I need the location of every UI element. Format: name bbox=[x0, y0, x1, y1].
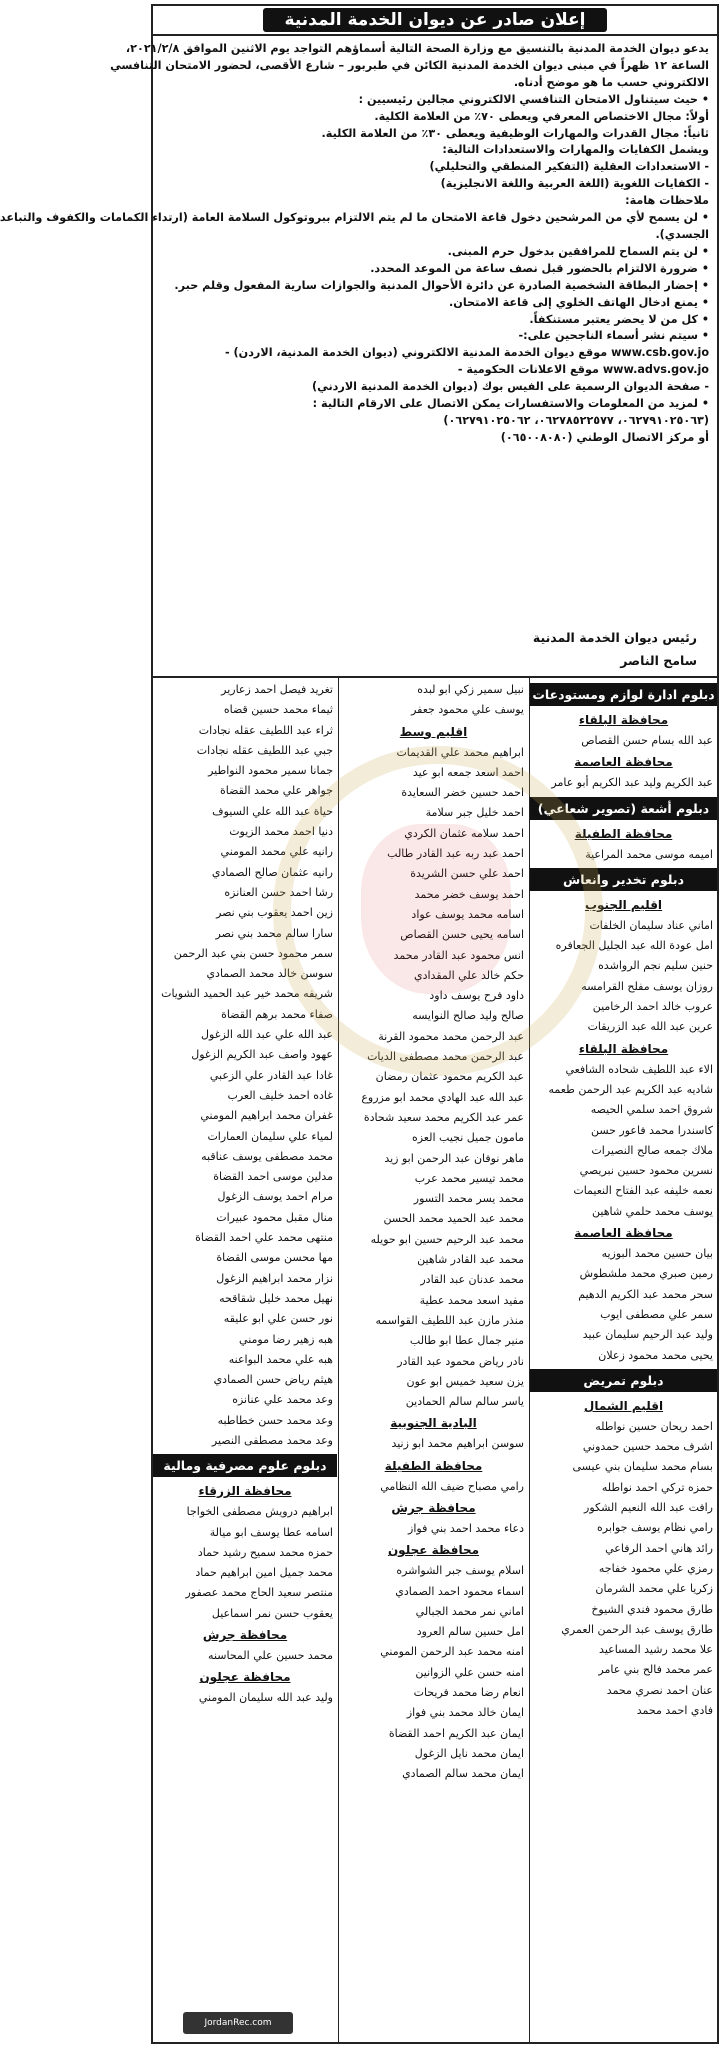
announcement-line: الجسدي). bbox=[655, 227, 709, 241]
candidate-name: اسامه عطا يوسف ابو ميالة bbox=[209, 1525, 333, 1539]
candidate-name: ايمان خالد محمد بني فواز bbox=[406, 1706, 524, 1720]
candidate-name: رافت عبد الله النعيم الشكور bbox=[584, 1501, 713, 1515]
candidate-name: جواهر علي محمد القضاة bbox=[219, 784, 333, 798]
candidate-name: ماهر نوفان عبد الرحمن ابو زيد bbox=[384, 1151, 524, 1165]
candidates-table bbox=[153, 678, 717, 2042]
candidate-name: رامي نظام يوسف جوابره bbox=[597, 1521, 713, 1535]
candidate-name: جمانا سمير محمود النواطير bbox=[208, 764, 333, 778]
candidate-name: حنين سليم نجم الرواشده bbox=[598, 959, 713, 973]
candidate-name: احمد خليل جبر سلامة bbox=[425, 806, 524, 820]
region-heading: محافظة العاصمة bbox=[574, 755, 673, 770]
candidate-name: عبد الكريم وليد عبد الكريم أبو عامر bbox=[551, 776, 713, 790]
candidate-name: فادي احمد محمد bbox=[636, 1703, 713, 1717]
candidate-name: شروق احمد سلمي الحيصه bbox=[590, 1103, 713, 1117]
candidate-name: احمد ريحان حسين نواطله bbox=[595, 1419, 713, 1433]
candidate-name: حكم خالد علي المقدادي bbox=[413, 968, 524, 982]
candidate-name: وعد محمد مصطفى النصير bbox=[211, 1433, 333, 1447]
candidate-name: احمد علي حسن الشريدة bbox=[410, 867, 524, 881]
region-heading: محافظة جرش bbox=[202, 1628, 288, 1643]
candidate-name: منتصر سعيد الحاج محمد عصفور bbox=[185, 1586, 333, 1600]
announcement-line: أو مركز الاتصال الوطني (٠٦٥٠٠٨٠٨٠) bbox=[500, 430, 709, 444]
candidate-name: ثراء عبد اللطيف عقله نجادات bbox=[198, 723, 333, 737]
candidate-name: ايمان عبد الكريم احمد القضاة bbox=[388, 1726, 524, 1740]
candidate-name: ثيماء محمد حسين قضاه bbox=[223, 703, 333, 717]
candidate-name: رامي مصباح ضيف الله النظامي bbox=[380, 1479, 524, 1493]
candidate-name: احمد حسين خضر السعايدة bbox=[401, 786, 524, 800]
candidate-name: دعاء محمد احمد بني فواز bbox=[408, 1521, 524, 1535]
candidate-name: محمد حسين علي المحاسنه bbox=[208, 1649, 333, 1663]
candidate-name: غادا عبد القادر علي الزعبي bbox=[209, 1068, 333, 1082]
candidate-name: تغريد فيصل احمد زعارير bbox=[221, 683, 333, 696]
candidate-name: بسام محمد سليمان بني عيسى bbox=[572, 1460, 713, 1474]
candidate-name: يعقوب حسن نمر اسماعيل bbox=[211, 1606, 333, 1620]
candidate-name: عهود واصف عبد الكريم الزغول bbox=[191, 1048, 333, 1062]
candidate-name: نعمه خليفه عبد الفتاح النعيمات bbox=[573, 1184, 713, 1198]
candidate-name: وعد محمد علي عنانزه bbox=[232, 1393, 333, 1407]
region-heading: محافظة جرش bbox=[391, 1500, 476, 1515]
candidate-name: امنه محمد عبد الرحمن المومني bbox=[380, 1645, 524, 1659]
announcement-line: الالكتروني حسب ما هو موضح أدناه. bbox=[513, 75, 709, 89]
candidate-name: رائد هاني احمد الرفاعي bbox=[605, 1541, 713, 1555]
announcement-line: • ضرورة الالتزام بالحضور قبل نصف ساعة من الموعد المحدد. bbox=[370, 261, 709, 275]
candidate-name: هبه زهير رضا مومني bbox=[239, 1332, 333, 1346]
candidate-name: منال مقبل محمود عبيرات bbox=[216, 1210, 333, 1224]
signature-name: سامح الناصر bbox=[620, 653, 697, 668]
candidate-name: لمياء علي سليمان العمارات bbox=[207, 1129, 333, 1143]
candidate-name: صفاء محمد برهم القضاة bbox=[221, 1007, 333, 1021]
candidate-name: عبد الكريم محمود عثمان رمضان bbox=[375, 1070, 524, 1084]
candidate-name: هبه علي محمد البواعنه bbox=[228, 1352, 333, 1366]
region-heading: محافظة الطفيلة bbox=[384, 1458, 483, 1473]
candidate-name: عبد الله بسام حسن القصاص bbox=[581, 734, 713, 747]
candidate-name: انس محمود عبد القادر محمد bbox=[393, 948, 524, 962]
candidate-name: ايمان محمد نايل الزغول bbox=[414, 1746, 524, 1760]
candidate-name: كاسندرا محمد فاعور حسن bbox=[590, 1123, 713, 1137]
region-heading: محافظة الطفيلة bbox=[574, 826, 673, 841]
candidate-name: صالح وليد صالح النوايسه bbox=[412, 1009, 524, 1023]
candidate-name: سمر علي مصطفى ايوب bbox=[600, 1307, 713, 1321]
region-heading: محافظة عجلون bbox=[199, 1670, 291, 1685]
candidate-name: يوسف علي محمود جعفر bbox=[411, 703, 524, 717]
candidate-name: حياة عبد الله علي السيوف bbox=[212, 804, 333, 818]
candidate-name: وليد عبد الرحيم سليمان عبيد bbox=[582, 1328, 713, 1342]
announcement-body bbox=[0, 36, 717, 622]
announcement-line: يدعو ديوان الخدمة المدنية بالتنسيق مع وزارة الصحة التالية أسماؤهم التواجد يوم الاثنين الموافق ٢٠٢١/٢/٨، bbox=[125, 42, 709, 55]
candidate-name: طارق محمود فندي الشيوخ bbox=[591, 1602, 713, 1616]
announcement-line: • سيتم نشر أسماء الناجحين على:- bbox=[518, 329, 709, 343]
candidate-name: منذر مازن عبد اللطيف القواسمه bbox=[375, 1313, 524, 1327]
announcement-line: (٠٦٢٧٩١٠٢٥٠٦٣، ٠٦٢٧٨٥٢٢٥٧٧، ٠٦٢٧٩١٠٢٥٠٦٢) bbox=[443, 413, 709, 427]
announcement-line: • لن يسمح لأي من المرشحين دخول قاعة الامتحان ما لم يتم الالتزام ببروتوكول السلامة العامة (ارتداء الكمامات والكفوف والتباعد bbox=[0, 211, 709, 225]
candidate-name: مها محسن موسى القضاة bbox=[216, 1251, 333, 1265]
candidate-name: رمزي علي محمود خفاجه bbox=[598, 1561, 713, 1575]
candidate-name: عمر محمد فالح بني عامر bbox=[598, 1663, 713, 1677]
announcement-page bbox=[0, 4, 719, 2044]
region-heading: محافظة عجلون bbox=[387, 1543, 480, 1558]
candidate-name: امل حسين سالم العرود bbox=[416, 1625, 524, 1639]
candidate-name: نسرين محمود حسين نبريصي bbox=[579, 1164, 713, 1178]
column-right bbox=[529, 678, 717, 2042]
candidate-name: احمد سلامه عثمان الكردي bbox=[404, 826, 524, 840]
candidate-name: دنيا احمد محمد الزيوت bbox=[229, 825, 333, 839]
candidate-name: طارق يوسف عبد الرحمن العمري bbox=[561, 1622, 713, 1636]
candidate-name: عبد الله علي عبد الله الزغول bbox=[201, 1028, 333, 1042]
announcement-line: - الكفايات اللغوية (اللغة العربية واللغة الانجليزية) bbox=[440, 177, 709, 191]
candidate-name: محمد عبد القادر شاهين bbox=[417, 1253, 524, 1267]
column-middle bbox=[338, 678, 528, 2042]
candidate-name: علا محمد رشيد المساعيد bbox=[599, 1643, 713, 1657]
candidate-name: محمد عبد الرحيم حسين ابو حويله bbox=[370, 1232, 524, 1246]
candidate-name: احمد اسعد جمعه ابو عيد bbox=[412, 765, 524, 779]
candidate-name: عبد الرحمن محمد مصطفى الديات bbox=[367, 1050, 524, 1064]
announcement-line: • كل من لا يحضر يعتبر مستنكفاً. bbox=[529, 312, 709, 326]
candidate-name: منير جمال عطا ابو طالب bbox=[409, 1334, 524, 1348]
candidate-name: نبيل سمير زكي ابو لبده bbox=[417, 683, 524, 696]
candidate-name: غاده احمد خليف العرب bbox=[227, 1088, 333, 1102]
region-heading: محافظة البلقاء bbox=[578, 713, 669, 727]
candidate-name: محمد جميل امين ابراهيم حماد bbox=[195, 1566, 333, 1580]
candidate-name: نزار محمد ابراهيم الزغول bbox=[216, 1271, 333, 1285]
candidate-name: يزن سعيد خميس ابو عون bbox=[406, 1374, 524, 1388]
candidate-name: جبي عبد اللطيف عقله نجادات bbox=[196, 743, 333, 757]
candidate-name: اسماء محمود احمد الصمادي bbox=[395, 1584, 524, 1598]
candidate-name: الاء عبد اللطيف شحاده الشافعي bbox=[565, 1062, 713, 1076]
candidate-name: روزان يوسف مفلح القرامسه bbox=[581, 979, 713, 993]
candidate-name: يوسف محمد حلمي شاهين bbox=[592, 1204, 713, 1218]
candidate-name: مدلين موسى احمد القضاة bbox=[213, 1170, 333, 1184]
candidate-name: بيان حسين محمد البوزيه bbox=[601, 1247, 713, 1261]
candidate-name: عرين عبد الله عبد الزريقات bbox=[587, 1020, 713, 1034]
candidate-name: رانيه عثمان صالح الصمادي bbox=[211, 865, 333, 879]
announcement-line: - موقع ديوان الخدمة المدنية الالكتروني (ديوان الخدمة المدنية، الاردن) www.csb.gov.jo bbox=[224, 346, 709, 360]
candidate-name: رمين صبري محمد ملشطوش bbox=[579, 1267, 713, 1281]
section-header: دبلوم ادارة لوازم ومستودعات bbox=[530, 683, 717, 706]
candidate-name: مرام احمد يوسف الزغول bbox=[217, 1190, 333, 1204]
announcement-line: ويشمل الكفايات والمهارات والاستعدادات التالية: bbox=[442, 143, 709, 157]
candidate-name: محمد مصطفى يوسف عناقبه bbox=[201, 1149, 333, 1163]
candidate-name: داود فرح يوسف داود bbox=[429, 989, 524, 1003]
announcement-line: • حيث سيتناول الامتحان التنافسي الالكتروني مجالين رئيسيين : bbox=[358, 92, 709, 106]
candidate-name: محمد تيسير محمد عرب bbox=[414, 1171, 524, 1185]
candidate-name: اسامه يحيى حسن القصاص bbox=[400, 928, 524, 942]
candidate-name: امنه حسن علي الزوانين bbox=[415, 1665, 524, 1679]
candidate-name: عروب خالد احمد الرخامين bbox=[592, 1000, 713, 1014]
announcement-line: • لن يتم السماح للمرافقين بدخول حرم المبنى. bbox=[447, 244, 709, 258]
candidate-name: منتهى محمد علي احمد القضاة bbox=[195, 1231, 333, 1245]
candidate-name: احمد يوسف خضر محمد bbox=[414, 887, 524, 901]
candidate-name: مامون جميل نجيب العزه bbox=[411, 1131, 524, 1145]
region-heading: اقليم الجنوب bbox=[584, 897, 663, 912]
candidate-name: سحر محمد عبد الكريم الدهيم bbox=[578, 1287, 713, 1301]
region-heading: اقليم الشمال bbox=[583, 1398, 664, 1413]
candidate-name: نادر رياض محمود عبد القادر bbox=[397, 1354, 524, 1368]
candidate-name: عبد الرحمن محمد محمود القرنة bbox=[378, 1029, 524, 1043]
region-heading: محافظة العاصمة bbox=[574, 1226, 673, 1241]
candidate-name: عنان احمد نصري محمد bbox=[606, 1683, 713, 1697]
signature-block bbox=[153, 622, 717, 678]
candidate-name: اماني نمر محمد الجبالي bbox=[415, 1604, 524, 1618]
candidate-name: شريفه محمد خير عبد الحميد الشويات bbox=[161, 987, 333, 1001]
region-heading: محافظة الزرقاء bbox=[198, 1484, 292, 1499]
announcement-line: أولاً: مجال الاختصاص المعرفي ويعطى ٧٠٪ من العلامة الكلية. bbox=[374, 109, 709, 123]
candidate-name: هيثم رياض حسن الصمادي bbox=[213, 1373, 333, 1387]
corner-stamp: JordanRec.com bbox=[183, 2012, 293, 2034]
candidate-name: يحيى محمد محمود زعلان bbox=[598, 1348, 713, 1362]
candidate-name: ابراهيم محمد علي القديمات bbox=[396, 745, 524, 759]
candidate-name: سمر محمود حسن بني عبد الرحمن bbox=[173, 946, 333, 960]
announcement-line: الساعة ١٢ ظهراً في مبنى ديوان الخدمة المدنية الكائن في طبربور – شارع الأقصى، لحضور الامتحان التنافسي bbox=[110, 58, 709, 72]
announcement-line: - موقع الاعلانات الحكومية www.advs.gov.jo bbox=[457, 363, 709, 377]
candidate-name: محمد عدنان عبد القادر bbox=[420, 1273, 524, 1287]
candidate-name: انعام رضا محمد فريحات bbox=[413, 1686, 524, 1700]
candidate-name: احمد عبد ربه عبد القادر طالب bbox=[387, 847, 524, 861]
section-header: دبلوم تمريض bbox=[530, 1369, 717, 1392]
candidate-name: وعد محمد حسن خطاطبه bbox=[217, 1413, 333, 1427]
announcement-line: ثانياً: مجال القدرات والمهارات الوظيفية ويعطى ٣٠٪ من العلامة الكلية. bbox=[321, 126, 709, 140]
section-header: دبلوم علوم مصرفية ومالية bbox=[153, 1454, 337, 1477]
candidate-name: رشا احمد حسن العنانزه bbox=[224, 885, 333, 899]
candidate-name: عبد الله عبد الهادي محمد ابو مزروع bbox=[361, 1090, 524, 1104]
announcement-line: - صفحة الديوان الرسمية على الفيس بوك (ديوان الخدمة المدنية الاردني) bbox=[312, 380, 709, 394]
candidate-name: محمد عبد الحميد محمد الحسن bbox=[383, 1212, 524, 1226]
candidate-name: ابراهيم درويش مصطفى الخواجا bbox=[186, 1505, 333, 1519]
region-heading: اقليم وسط bbox=[399, 724, 468, 739]
candidate-name: رانيه علي محمد المومني bbox=[220, 845, 333, 859]
candidate-name: اشرف محمد حسين حمدوني bbox=[582, 1440, 713, 1454]
signature-title: رئيس ديوان الخدمة المدنية bbox=[532, 630, 697, 645]
column-left bbox=[153, 678, 337, 2042]
candidate-name: حمزه محمد سميح رشيد حماد bbox=[197, 1545, 333, 1559]
announcement-line: • يمنع ادخال الهاتف الخلوي إلى قاعة الامتحان. bbox=[449, 295, 709, 309]
candidate-name: سوسن ابراهيم محمد ابو زنيد bbox=[391, 1437, 524, 1451]
candidate-name: عمر عبد الكريم محمد سعيد شحادة bbox=[363, 1110, 524, 1124]
candidate-name: سوسن خالد محمد الصمادي bbox=[206, 967, 333, 981]
candidate-name: مفيد اسعد محمد عطية bbox=[419, 1293, 524, 1307]
section-header: دبلوم تخدير وانعاش bbox=[530, 868, 717, 891]
section-header: دبلوم أشعة (تصوير شعاعي) bbox=[530, 797, 717, 820]
candidate-name: زين احمد يعقوب بني نصر bbox=[216, 906, 333, 920]
candidate-name: اسامه محمد يوسف عواد bbox=[411, 907, 524, 921]
candidate-name: ياسر سالم سالم الحمادين bbox=[405, 1395, 524, 1409]
announcement-title: إعلان صادر عن ديوان الخدمة المدنية bbox=[153, 6, 717, 36]
announcement-line: • لمزيد من المعلومات والاستفسارات يمكن الاتصال على الارقام التالية : bbox=[312, 397, 709, 411]
candidate-name: اماني عناد سليمان الخلفات bbox=[589, 918, 713, 932]
region-heading: محافظة البلقاء bbox=[578, 1041, 669, 1056]
candidate-name: اسلام يوسف جبر الشواشره bbox=[396, 1564, 524, 1578]
announcement-line: ملاحظات هامة: bbox=[625, 194, 709, 208]
candidate-name: امل عودة الله عبد الجليل الجعافره bbox=[555, 939, 713, 953]
announcement-line: - الاستعدادات العقلية (التفكير المنطقي والتحليلي) bbox=[429, 160, 709, 174]
announcement-line: • إحضار البطاقة الشخصية الصادرة عن دائرة الأحوال المدنية والجوازات سارية المفعول وقلم حبر. bbox=[174, 278, 709, 292]
candidate-name: شاديه عبد الكريم عبد الرحمن طعمه bbox=[548, 1082, 713, 1096]
candidate-name: غفران محمد ابراهيم المومني bbox=[200, 1109, 333, 1123]
candidate-name: نور حسن علي ابو عليقه bbox=[223, 1312, 333, 1326]
candidate-name: ملاك جمعه صالح النصيرات bbox=[591, 1143, 713, 1157]
candidate-name: سارا سالم محمد بني نصر bbox=[215, 926, 333, 940]
candidate-name: اميمه موسى محمد المراعية bbox=[585, 847, 713, 861]
candidate-name: ايمان محمد سالم الصمادي bbox=[402, 1767, 524, 1781]
candidate-name: حمزه تركي احمد نواطله bbox=[601, 1480, 713, 1494]
candidate-name: نهيل محمد خليل شقاقحه bbox=[219, 1291, 333, 1305]
candidate-name: زكريا علي محمد الشرمان bbox=[595, 1582, 713, 1596]
candidate-name: محمد يسر محمد التسور bbox=[413, 1192, 524, 1206]
region-heading: البادية الجنوبية bbox=[390, 1416, 477, 1431]
candidate-name: وليد عبد الله سليمان المومني bbox=[198, 1691, 333, 1705]
